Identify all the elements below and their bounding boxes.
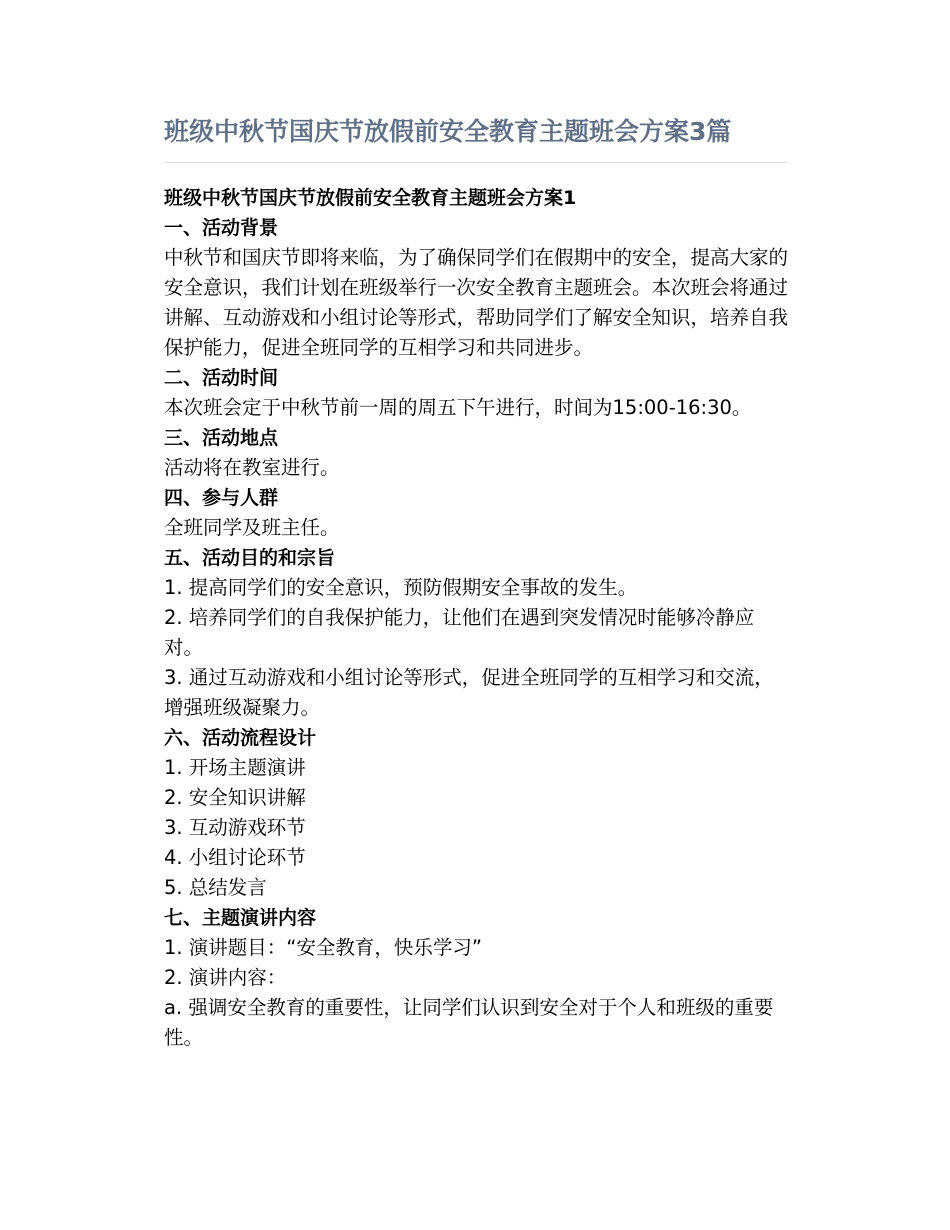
list-item: 3. 通过互动游戏和小组讨论等形式，促进全班同学的互相学习和交流，增强班级凝聚力。 <box>164 666 774 719</box>
list-item: 1. 提高同学们的安全意识，预防假期安全事故的发生。 <box>164 576 638 599</box>
list-item: 4. 小组讨论环节 <box>164 846 306 869</box>
list-item: 2. 培养同学们的自我保护能力，让他们在遇到突发情况时能够冷静应对。 <box>164 606 755 659</box>
section-body-time: 本次班会定于中秋节前一周的周五下午进行，时间为15:00-16:30。 <box>164 396 752 419</box>
section-heading-speech: 七、主题演讲内容 <box>164 907 317 929</box>
section-heading-participants: 四、参与人群 <box>164 487 279 509</box>
section-body-location: 活动将在教室进行。 <box>164 456 340 479</box>
list-item: 1. 演讲题目：“安全教育，快乐学习” <box>164 936 483 959</box>
list-item: a. 强调安全教育的重要性，让同学们认识到安全对于个人和班级的重要性。 <box>164 996 774 1049</box>
list-item: 2. 安全知识讲解 <box>164 786 306 809</box>
document-page <box>164 112 788 1053</box>
document-subtitle: 班级中秋节国庆节放假前安全教育主题班会方案1 <box>164 187 577 209</box>
list-item: 3. 互动游戏环节 <box>164 816 306 839</box>
section-heading-time: 二、活动时间 <box>164 367 279 389</box>
section-body-background: 中秋节和国庆节即将来临，为了确保同学们在假期中的安全，提高大家的安全意识，我们计划在班级举行一次安全教育主题班会。本次班会将通过讲解、互动游戏和小组讨论等形式，帮助同学们了解安全知识，培养自我保护能力，促进全班同学的互相学习和共同进步。 <box>164 246 789 359</box>
section-heading-process: 六、活动流程设计 <box>164 727 317 749</box>
document-body <box>164 183 788 1053</box>
list-item: 5. 总结发言 <box>164 876 267 899</box>
document-title: 班级中秋节国庆节放假前安全教育主题班会方案3篇 <box>164 112 788 163</box>
section-heading-purpose: 五、活动目的和宗旨 <box>164 547 336 569</box>
list-item: 2. 演讲内容： <box>164 966 287 989</box>
section-body-participants: 全班同学及班主任。 <box>164 516 340 539</box>
list-item: 1. 开场主题演讲 <box>164 756 306 779</box>
section-heading-background: 一、活动背景 <box>164 217 279 239</box>
section-heading-location: 三、活动地点 <box>164 427 279 449</box>
